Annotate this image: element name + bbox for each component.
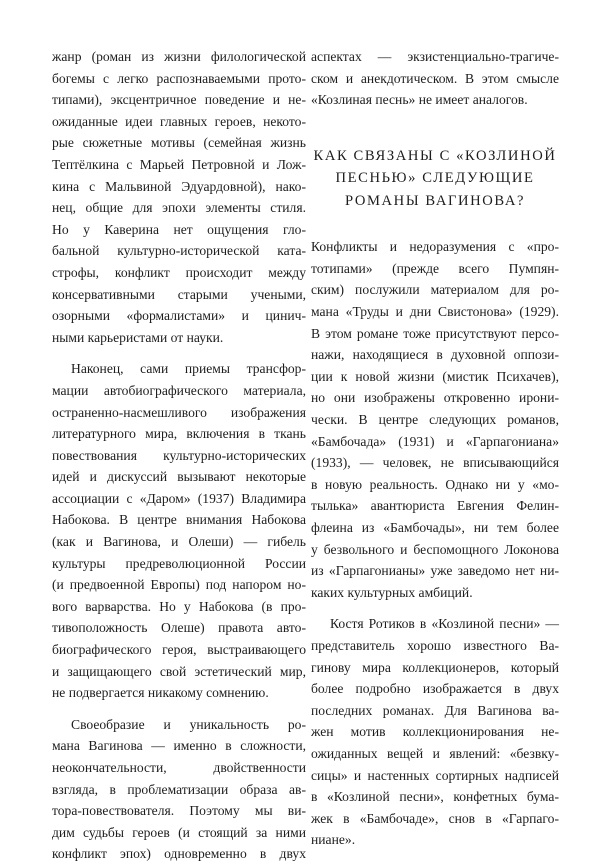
text-line: Конфликты и недоразумения с «про- (311, 239, 559, 255)
paragraph (311, 236, 559, 603)
text-line: жен мотив коллекционирования не- (311, 724, 559, 740)
text-line: жанр (роман из жизни филологической (52, 49, 306, 64)
text-line: взгляда, в проблематизации образа ав- (52, 781, 306, 797)
text-line: бальной культурно-исторической ката- (52, 243, 306, 259)
text-line: нец, общие для эпохи элементы стиля. (52, 200, 306, 216)
text-line: тивоположность Олеше) правота авто- (52, 620, 306, 636)
text-line: Набокова. В центре внимания Набокова (52, 512, 306, 528)
text-line: в новую реальность. Однако ни у «мо- (311, 476, 559, 492)
text-line: флеина из «Бамбочады», ни тем более (311, 520, 559, 535)
text-line: вого варварства. Но у Набокова (в про- (52, 598, 306, 614)
text-line: Но у Каверина нет ощущения гло- (52, 221, 306, 237)
text-line: дим судьбы героев (и стоящий за ними (52, 824, 306, 840)
section-heading (311, 145, 559, 213)
text-line: тотипами» (прежде всего Пумпян- (311, 260, 559, 276)
text-line: биографического героя, выстраивающего (52, 642, 306, 658)
paragraph (311, 613, 559, 851)
paragraph (52, 46, 306, 348)
text-line: Костя Ротиков в «Козлиной песни» — (330, 616, 559, 632)
text-line: ассоциации с «Даром» (1937) Владимира (52, 490, 306, 506)
text-line: идей и дискуссий вызывают некоторые (52, 469, 306, 485)
text-line: мана Вагинова — именно в сложности, (52, 738, 306, 754)
right-column (311, 46, 559, 851)
text-line: Своеобразие и уникальность ро- (71, 716, 306, 732)
text-line: мана «Труды и дни Свистонова» (1929). (311, 304, 559, 320)
text-line: более подробно изображается в двух (311, 681, 559, 697)
text-line: нажи, находящиеся в духовной оппози- (311, 347, 559, 363)
text-line: и защищающего свой эстетический мир, (52, 663, 306, 679)
text-line: типами), эксцентричное поведение и не- (52, 92, 306, 108)
text-line: ции к новой жизни (мистик Психачев), (311, 368, 559, 384)
text-line: конфликт эпох) одновременно в двух (52, 846, 306, 862)
text-line: рые сюжетные мотивы (семейная жизнь (52, 135, 306, 151)
text-line: ским) послужили материалом для ро- (311, 282, 559, 298)
paragraph (52, 714, 306, 865)
text-line: тора-повествователя. Поэтому мы ви- (52, 803, 306, 819)
text-line: озорными «формалистами» и цинич- (52, 308, 306, 324)
text-line: аспектах — экзистенциально-трагиче- (311, 49, 559, 64)
text-line: Тептёлкина с Марьей Петровной и Лож- (52, 156, 306, 172)
text-line: но они изображены откровенно ирони- (311, 390, 559, 406)
text-line: не подвергается никакому сомнению. (52, 685, 269, 701)
text-line: сицы» и настенных сортирных надписей (311, 767, 559, 783)
text-line: В этом романе тоже присутствуют персо- (311, 325, 559, 341)
paragraph (311, 46, 559, 111)
text-line: гинову мира коллекционеров, который (311, 659, 559, 675)
text-line: (1933), — человек, не вписывающийся (311, 455, 559, 471)
text-line: повествования культурно-исторических (52, 447, 306, 463)
text-line: жек в «Бамбочаде», снов в «Гарпаго- (311, 810, 559, 826)
text-line: остраненно-насмешливого изображения (52, 404, 306, 420)
text-line: неокончательности, двойственности (52, 760, 306, 775)
text-line: (как и Вагинова, и Олеши) — гибель (52, 534, 306, 550)
heading-line: РОМАНЫ ВАГИНОВА? (344, 192, 526, 209)
text-line: консервативными старыми учеными, (52, 286, 306, 302)
text-line: кина с Мальвиной Эдуардовной), нако- (52, 178, 306, 194)
text-line: Наконец, сами приемы трансфор- (71, 361, 306, 377)
paragraph (52, 358, 306, 704)
text-line: из «Гарпагонианы» уже заведомо нет ни- (311, 563, 559, 579)
left-column (52, 46, 306, 865)
text-line: ском и анекдотическом. В этом смысле (311, 70, 559, 86)
text-line: (и предвоенной Европы) под напором но- (52, 577, 306, 593)
text-line: богемы с легко распознаваемыми прото- (52, 70, 306, 86)
text-line: культуры предреволюционной России (52, 555, 306, 571)
text-line: представитель хорошо известного Ва- (311, 637, 559, 653)
text-line: чески. В центре следующих романов, (311, 412, 559, 428)
text-line: литературного мира, включения в ткань (52, 426, 306, 442)
text-line: у безвольного и беспомощного Локонова (311, 541, 559, 557)
heading-line: КАК СВЯЗАНЫ С «КОЗЛИНОЙ (313, 147, 557, 164)
text-line: «Козлиная песнь» не имеет аналогов. (311, 92, 528, 108)
text-line: ожиданных вещей и явлений: «безвку- (311, 745, 559, 761)
text-line: ниане». (311, 832, 356, 848)
text-line: ными карьеристами от науки. (52, 329, 224, 345)
text-line: мации автобиографического материала, (52, 382, 306, 398)
text-line: ожиданные идеи главных героев, некото- (52, 113, 306, 129)
text-line: тылька» авантюриста Евгения Фелин- (311, 498, 559, 514)
heading-line: ПЕСНЬЮ» СЛЕДУЮЩИЕ (335, 170, 535, 187)
text-line: последних романах. Для Вагинова ва- (311, 702, 559, 718)
text-line: каких культурных амбиций. (311, 584, 473, 600)
text-line: строфы, конфликт происходит между (52, 264, 306, 280)
text-line: «Бамбочада» (1931) и «Гарпагониана» (311, 433, 559, 449)
text-line: в «Козлиной песни», конфетных бума- (311, 789, 559, 805)
